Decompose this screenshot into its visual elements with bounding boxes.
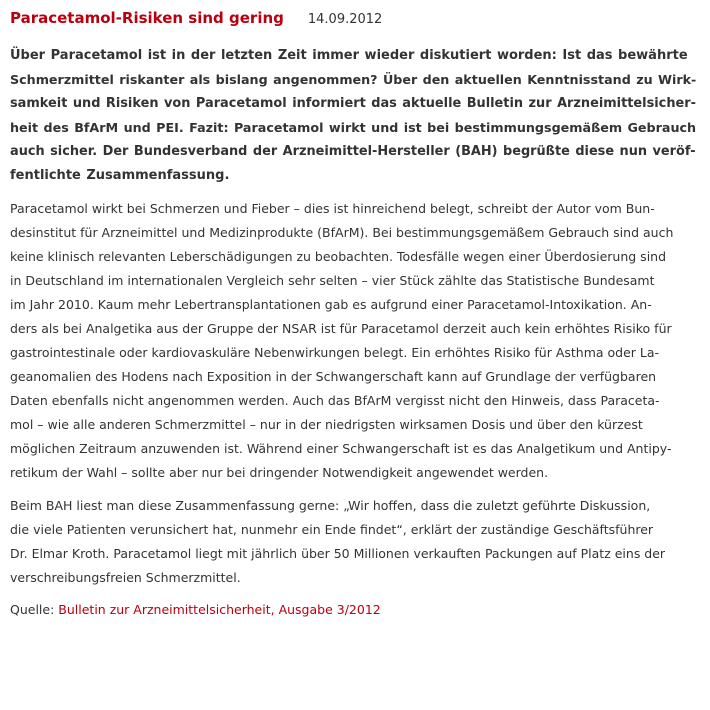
body-line: möglichen Zeitraum anzuwenden ist. Während einer Schwangerschaft ist es das Analgetikum und Antipy-: [10, 441, 672, 456]
body-line: Daten ebenfalls nicht angenommen werden. Auch das BfArM vergisst nicht den Hinweis, dass Paraceta-: [10, 393, 660, 408]
body-line: mol – wie alle anderen Schmerzmittel – nur in der niedrigsten wirksamen Dosis und über den kürzest: [10, 417, 643, 432]
lead-line: heit des BfArM und PEI. Fazit: Paracetamol wirkt und ist bei bestimmungsgemäßem Gebrauch: [10, 120, 697, 135]
body-line: im Jahr 2010. Kaum mehr Lebertransplantationen gab es aufgrund einer Paracetamol-Intoxikation. An-: [10, 297, 652, 312]
body-line: retikum der Wahl – sollte aber nur bei dringender Notwendigkeit angewendet werden.: [10, 465, 549, 480]
body-line: geanomalien des Hodens nach Exposition in der Schwangerschaft kann auf Grundlage der verfügbaren: [10, 369, 657, 384]
body-line: desinstitut für Arzneimittel und Medizinprodukte (BfArM). Bei bestimmungsgemäßem Gebrauch sind auch: [10, 225, 674, 240]
source-label: Quelle:: [10, 602, 55, 617]
article-source: [10, 598, 700, 622]
lead-line: auch sicher. Der Bundesverband der Arzneimittel-Hersteller (BAH) begrüßte diese nun veröf-: [10, 144, 696, 159]
article-title: Paracetamol-Risiken sind gering: [10, 9, 284, 27]
body-line: in Deutschland im internationalen Vergleich sehr selten – vier Stück zählte das Statistische Bundesamt: [10, 273, 655, 288]
body-line: Dr. Elmar Kroth. Paracetamol liegt mit jährlich über 50 Millionen verkauften Packungen auf Platz eins der: [10, 546, 666, 561]
body-paragraph-2: [10, 494, 700, 590]
body-line: Beim BAH liest man diese Zusammenfassung gerne: „Wir hoffen, dass die zuletzt geführte Diskussion,: [10, 498, 651, 513]
lead-line: Über Paracetamol ist in der letzten Zeit immer wieder diskutiert worden: Ist das bewährte: [10, 48, 688, 63]
body-line: ders als bei Analgetika aus der Gruppe der NSAR ist für Paracetamol derzeit auch kein erhöhtes Risiko für: [10, 321, 672, 336]
lead-line: Schmerzmittel riskanter als bislang angenommen? Über den aktuellen Kenntnisstand zu Wirk-: [10, 72, 697, 87]
article-header: [10, 9, 700, 31]
lead-line: fentlichte Zusammenfassung.: [10, 168, 230, 183]
body-line: gastrointestinale oder kardiovaskuläre Nebenwirkungen belegt. Ein erhöhtes Risiko für Asthma oder La-: [10, 345, 660, 360]
body-line: Paracetamol wirkt bei Schmerzen und Fieber – dies ist hinreichend belegt, schreibt der Autor vom Bun-: [10, 201, 655, 216]
article-lead: [10, 44, 700, 188]
body-line: keine klinisch relevanten Leberschädigungen zu beobachten. Todesfälle wegen einer Überdosierung sind: [10, 249, 667, 264]
body-line: die viele Patienten verunsichert hat, nunmehr ein Ende findet“, erklärt der zuständige Geschäftsführer: [10, 522, 654, 537]
body-paragraph-1: [10, 197, 700, 485]
news-article: [0, 9, 710, 622]
body-line: verschreibungsfreien Schmerzmittel.: [10, 570, 241, 585]
lead-line: samkeit und Risiken von Paracetamol informiert das aktuelle Bulletin zur Arzneimittelsicher-: [10, 96, 696, 111]
source-link[interactable]: Bulletin zur Arzneimittelsicherheit, Ausgabe 3/2012: [58, 602, 381, 617]
article-date: 14.09.2012: [307, 12, 383, 27]
